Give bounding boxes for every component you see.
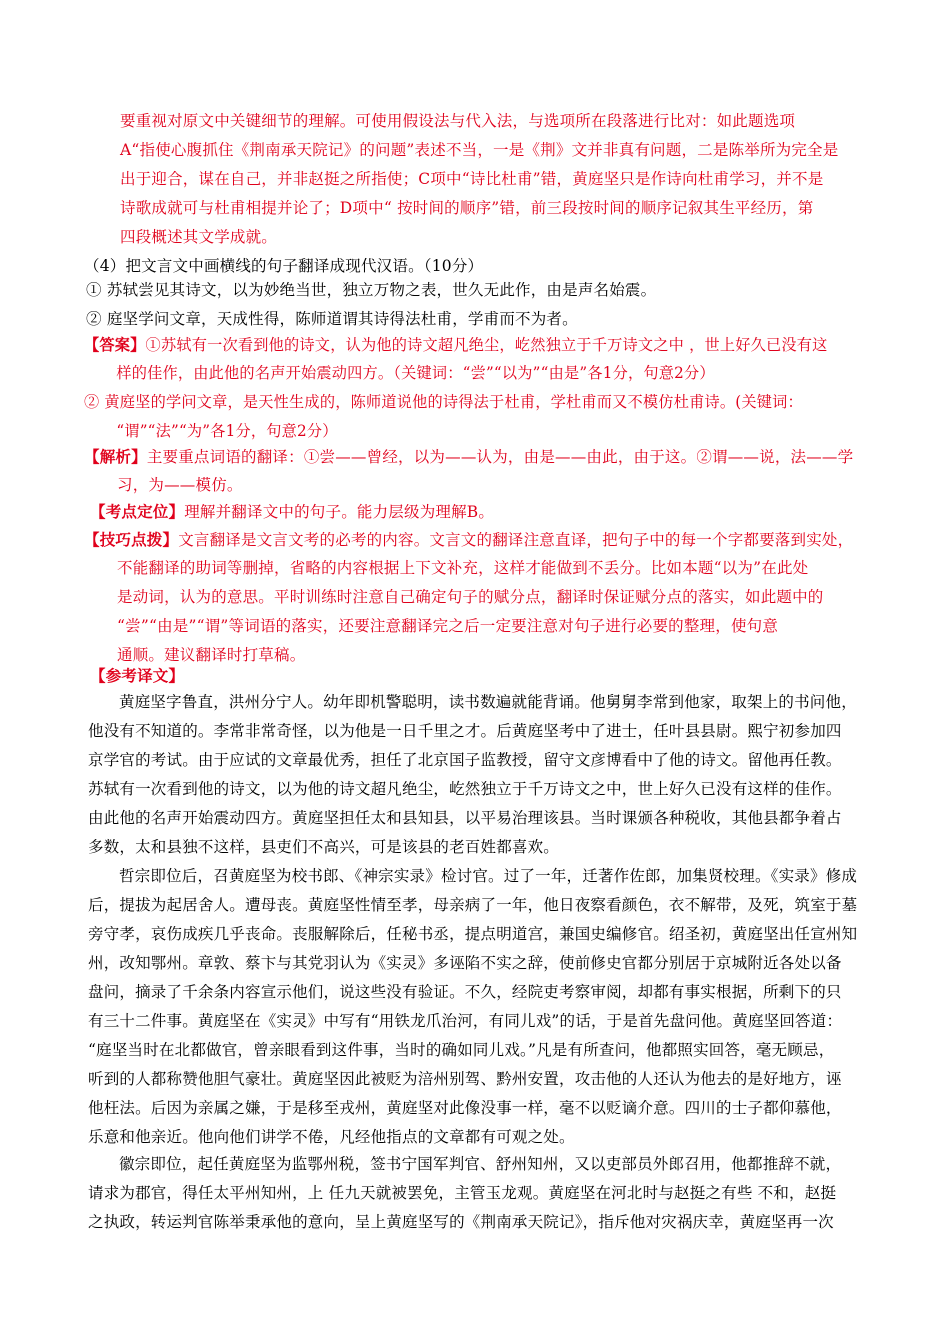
- para-line: 黄庭坚字鲁直，洪州分宁人。幼年即机警聪明，读书数遍就能背诵。他舅舅李常到他家，取架上的书问他，: [119, 693, 857, 711]
- para-line: 徽宗即位，起任黄庭坚为监鄂州税，签书宁国军判官、舒州知州，又以吏部员外郎召用，他都推辞不就，: [119, 1155, 842, 1173]
- para-line: 多数，太和县独不这样，县吏们不高兴，可是该县的老百姓都喜欢。: [88, 838, 560, 856]
- answer-line-3: ② 黄庭坚的学问文章，是天性生成的，陈师道说他的诗得法于杜甫，学杜甫而又不模仿杜甫诗。(关键词：: [84, 393, 803, 411]
- para-line: 后，提拔为起居舍人。遭母丧。黄庭坚性情至孝，母亲病了一年，他日夜察看颜色，衣不解带，及死，筑室于墓: [88, 896, 858, 914]
- para-line: 之执政，转运判官陈举秉承他的意向，呈上黄庭坚写的《荆南承天院记》，指斥他对灾祸庆幸，黄庭坚再一次: [88, 1213, 834, 1231]
- analysis-line: 诗歌成就可与杜甫相提并论了；D项中“ 按时间的顺序”错，前三段按时间的顺序记叙其生平经历，第: [120, 199, 814, 217]
- jiqiao-line-2: 不能翻译的助词等删掉，省略的内容根据上下文补充，这样才能做到不丢分。比如本题“以为”在此处: [117, 559, 809, 577]
- para-line: “庭坚当时在北都做官，曾亲眼看到这件事，当时的确如同儿戏。”凡是有所查问，他都照实回答，毫无顾忌，: [88, 1041, 835, 1059]
- translation-para-3: [88, 1150, 841, 1237]
- analysis-line: 出于迎合，谋在自己，并非赵挺之所指使；C项中“诗比杜甫”错，黄庭坚只是作诗向杜甫学习，并不是: [120, 170, 824, 188]
- para-line: 苏轼有一次看到他的诗文，以为他的诗文超凡绝尘，屹然独立于千万诗文之中，世上好久已没有这样的佳作。: [88, 780, 842, 798]
- jiqiao-block: [84, 525, 853, 670]
- jiexi-tag: 【解析】: [84, 447, 147, 466]
- para-line: 他没有不知道的。李常非常奇怪，以为他是一日千里之才。后黄庭坚考中了进士，任叶县县尉。熙宁初参加四: [88, 722, 842, 740]
- question-title: （4）把文言文中画横线的句子翻译成现代汉语。（10分）: [84, 257, 484, 275]
- para-line: 由此他的名声开始震动四方。黄庭坚担任太和县知县，以平易治理该县。当时课颁各种税收，其他县都争着占: [88, 809, 842, 827]
- jiqiao-tag: 【技巧点拨】: [84, 530, 179, 549]
- jiexi-line-1: 主要重点词语的翻译：①尝——曾经，以为——认为，由是——由此，由于这。②谓——说，法——学: [146, 448, 854, 466]
- jiexi-block: [84, 442, 853, 500]
- para-line: 京学官的考试。由于应试的文章最优秀，担任了北京国子监教授，留守文彦博看中了他的诗文。留他再任教。: [88, 751, 842, 769]
- para-line: 请求为郡官，得任太平州知州，上 任九天就被罢免，主管玉龙观。黄庭坚在河北时与赵挺之有些 不和，赵挺: [88, 1184, 837, 1202]
- para-line: 乐意和他亲近。他向他们讲学不倦，凡经他指点的文章都有可观之处。: [88, 1128, 575, 1146]
- jiqiao-line-3: 是动词，认为的意思。平时训练时注意自己确定句子的赋分点，翻译时保证赋分点的落实，如此题中的: [117, 588, 824, 606]
- para-line: 旁守孝，哀伤成疾几乎丧命。丧服解除后，任秘书丞，提点明道宫，兼国史编修官。绍圣初，黄庭坚出任宣州知: [88, 925, 858, 943]
- cankao-tag: 【参考译文】: [90, 666, 185, 685]
- jiqiao-line-4: “尝”“由是”“谓”等词语的落实，还要注意翻译完之后一定要注意对句子进行必要的整理，使句意: [117, 617, 779, 635]
- cankao-block: [90, 661, 184, 690]
- answer-tag: 【答案】: [84, 335, 146, 354]
- kaodian-tag: 【考点定位】: [90, 502, 185, 521]
- para-line: 听到的人都称赞他胆气豪壮。黄庭坚因此被贬为涪州别驾、黔州安置，攻击他的人还认为他去的是好地方，诬: [88, 1070, 842, 1088]
- analysis-line: 四段概述其文学成就。: [120, 228, 278, 246]
- question-sentences: [86, 276, 656, 334]
- para-line: 哲宗即位后，召黄庭坚为校书郎、《神宗实录》检讨官。过了一年，迁著作佐郎，加集贤校理。《实录》修成: [119, 867, 858, 885]
- translation-para-1: [88, 688, 857, 862]
- answer-line-1: ①苏轼有一次看到他的诗文，认为他的诗文超凡绝尘，屹然独立于千万诗文之中 ，世上好久已没有这: [145, 336, 828, 354]
- kaodian-text: 理解并翻译文中的句子。能力层级为理解B。: [184, 503, 495, 521]
- kaodian-block: [90, 497, 494, 526]
- para-line: 州，改知鄂州。章敦、蔡卞与其党羽认为《实灵》多诬陷不实之辞，使前修史官都分别居于京城附近各处以备: [88, 954, 842, 972]
- para-line: 有三十二件事。黄庭坚在《实灵》中写有“用铁龙爪治河，有同儿戏”的话，于是首先盘问他。黄庭坚回答道：: [88, 1012, 843, 1030]
- answer-line-4: “谓”“法”“为”各1分，句意2分）: [116, 422, 338, 440]
- answer-line-2: 样的佳作，由此他的名声开始震动四方。（关键词：“尝”“以为”“由是”各1分，句意2分）: [116, 364, 715, 382]
- question-sentence-2: ② 庭坚学问文章，天成性得，陈师道谓其诗得法杜甫，学甫而不为者。: [86, 310, 578, 328]
- jiqiao-line-5: 通顺。建议翻译时打草稿。: [117, 646, 306, 664]
- para-line: 盘问，摘录了千余条内容宣示他们，说这些没有验证。不久，经院吏考察审阅，却都有事实根据，所剩下的只: [88, 983, 842, 1001]
- analysis-tail: [120, 107, 838, 252]
- analysis-line: 要重视对原文中关键细节的理解。可使用假设法与代入法，与选项所在段落进行比对：如此题选项: [120, 112, 796, 130]
- question-sentence-1: ① 苏轼尝见其诗文，以为妙绝当世，独立万物之表，世久无此作，由是声名始震。: [86, 281, 657, 299]
- analysis-line: A“指使心腹抓住《荆南承天院记》的问题”表述不当，一是《荆》文并非真有问题，二是陈举所为完全是: [120, 141, 839, 159]
- jiexi-line-2: 习，为——模仿。: [117, 476, 243, 494]
- jiqiao-line-1: 文言翻译是文言文考的必考的内容。文言文的翻译注意直译，把句子中的每一个字都要落到实处，: [178, 531, 854, 549]
- answer-block: [84, 330, 884, 446]
- para-line: 他枉法。后因为亲属之嫌，于是移至戎州，黄庭坚对此像没事一样，毫不以贬谪介意。四川的士子都仰慕他，: [88, 1099, 842, 1117]
- translation-para-2: [88, 862, 857, 1152]
